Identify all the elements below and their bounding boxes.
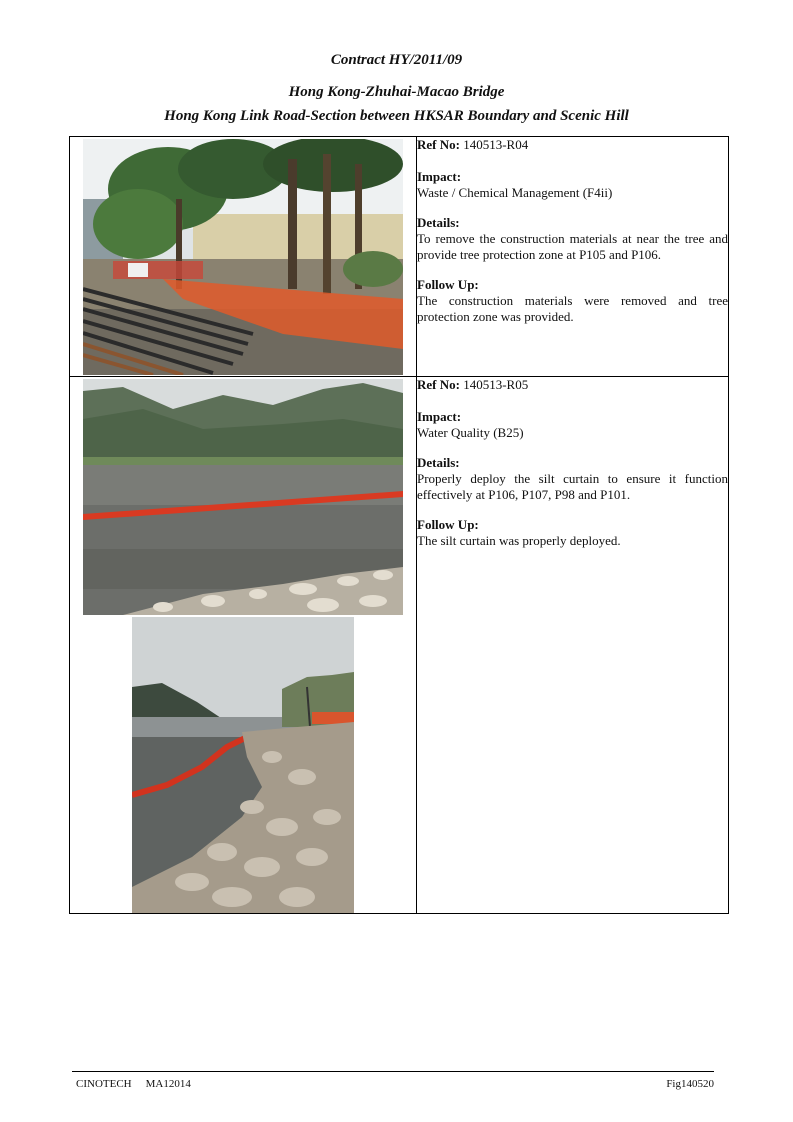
photo-cell-2 (70, 377, 417, 914)
photo-silt-curtain-shore (132, 617, 354, 913)
site-inspection-table (69, 136, 729, 914)
contract-title: Contract HY/2011/09 (330, 52, 463, 68)
ref-line (417, 377, 728, 393)
ref-line (417, 137, 728, 153)
ref-number: 140513-R04 (463, 137, 529, 152)
record-details-2 (417, 377, 729, 914)
photo-tree-protection (83, 139, 403, 375)
record-details-1 (417, 137, 729, 377)
ref-label: Ref No: (417, 137, 460, 152)
details-text: To remove the construction materials at near the tree and provide tree protection zone at P105 and P106. (417, 231, 728, 262)
followup-text: The silt curtain was properly deployed. (417, 533, 621, 548)
details-label: Details: (417, 215, 460, 230)
footer-company: CINOTECH (76, 1078, 132, 1090)
impact-label: Impact: (417, 409, 462, 424)
section-title: Hong Kong Link Road-Section between HKSAR Boundary and Scenic Hill (164, 108, 629, 124)
footer-left (76, 1078, 191, 1090)
ref-number: 140513-R05 (463, 377, 529, 392)
footer-figure-number: Fig140520 (666, 1078, 714, 1090)
photo-silt-curtain-wide (83, 379, 403, 615)
details-text: Properly deploy the silt curtain to ensure it function effectively at P106, P107, P98 and P101. (417, 471, 728, 502)
photo-cell-1 (70, 137, 417, 377)
record-row-1 (70, 137, 729, 377)
project-title: Hong Kong-Zhuhai-Macao Bridge (288, 84, 505, 100)
footer-doc-code: MA12014 (145, 1078, 191, 1090)
footer-divider (72, 1071, 714, 1072)
details-label: Details: (417, 455, 460, 470)
impact-label: Impact: (417, 169, 462, 184)
followup-label: Follow Up: (417, 277, 479, 292)
ref-label: Ref No: (417, 377, 460, 392)
impact-text: Water Quality (B25) (417, 425, 524, 440)
followup-text: The construction materials were removed and tree protection zone was provided. (417, 293, 728, 324)
record-row-2 (70, 377, 729, 914)
followup-label: Follow Up: (417, 517, 479, 532)
impact-text: Waste / Chemical Management (F4ii) (417, 185, 613, 200)
